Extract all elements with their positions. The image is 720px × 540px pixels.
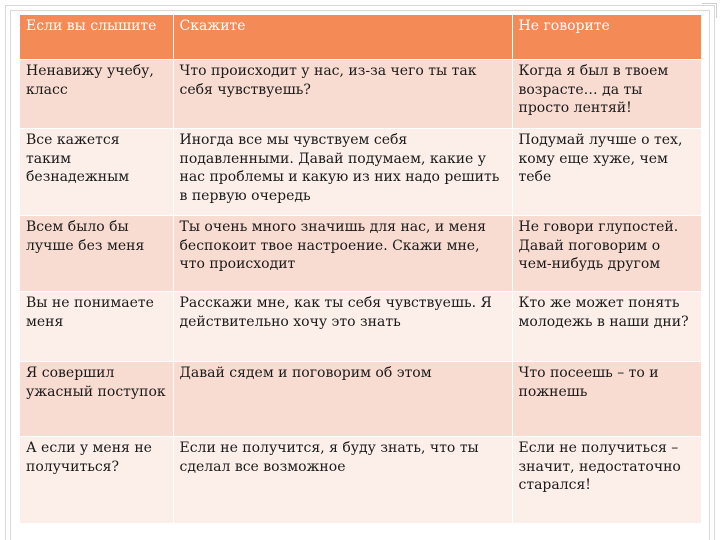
table-row <box>20 437 701 524</box>
cell-do-not-say: Когда я был в твоем возрасте… да ты просто лентяй! <box>512 60 701 129</box>
cell-say: Расскажи мне, как ты себя чувствуешь. Я действительно хочу это знать <box>173 292 512 362</box>
table-row <box>20 60 701 129</box>
header-say: Скажите <box>173 15 512 60</box>
corner-decoration <box>702 3 717 18</box>
cell-say: Если не получится, я буду знать, что ты сделал все возможное <box>173 437 512 524</box>
cell-hear: Всем было бы лучше без меня <box>20 216 173 292</box>
cell-do-not-say: Кто же может понять молодежь в наши дни? <box>512 292 701 362</box>
cell-say: Давай сядем и поговорим об этом <box>173 362 512 437</box>
cell-hear: Вы не понимаете меня <box>20 292 173 362</box>
cell-do-not-say: Если не получиться – значит, недостаточно старался! <box>512 437 701 524</box>
header-do-not-say: Не говорите <box>512 15 701 60</box>
cell-say: Иногда все мы чувствуем себя подавленными. Давай подумаем, какие у нас проблемы и какую из них надо решить в первую очередь <box>173 129 512 216</box>
cell-hear: Ненавижу учебу, класс <box>20 60 173 129</box>
table-row <box>20 362 701 437</box>
cell-hear: А если у меня не получиться? <box>20 437 173 524</box>
cell-hear: Все кажется таким безнадежным <box>20 129 173 216</box>
cell-do-not-say: Что посеешь – то и пожнешь <box>512 362 701 437</box>
phrases-table <box>20 15 701 523</box>
cell-do-not-say: Подумай лучше о тех, кому еще хуже, чем тебе <box>512 129 701 216</box>
table-row <box>20 292 701 362</box>
cell-hear: Я совершил ужасный поступок <box>20 362 173 437</box>
table-row <box>20 129 701 216</box>
table-header-row <box>20 15 701 60</box>
cell-do-not-say: Не говори глупостей. Давай поговорим о чем-нибудь другом <box>512 216 701 292</box>
table-row <box>20 216 701 292</box>
cell-say: Ты очень много значишь для нас, и меня беспокоит твое настроение. Скажи мне, что происходит <box>173 216 512 292</box>
cell-say: Что происходит у нас, из-за чего ты так себя чувствуешь? <box>173 60 512 129</box>
header-if-you-hear: Если вы слышите <box>20 15 173 60</box>
